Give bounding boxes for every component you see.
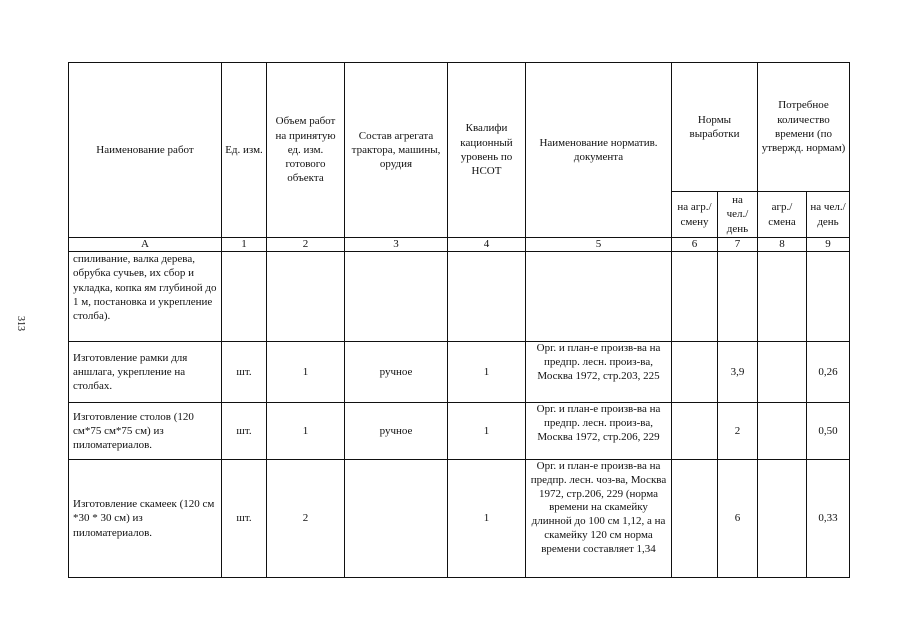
column-number: 5 [526, 238, 672, 252]
header-row [69, 63, 850, 192]
header-time: Потребное количество времени (по утвержд. нормам) [758, 63, 850, 192]
column-number: 7 [718, 238, 758, 252]
time-agr [758, 342, 807, 403]
column-number: 3 [345, 238, 448, 252]
header-name: Наименование работ [69, 63, 222, 238]
unit: шт. [222, 342, 267, 403]
table-row [69, 460, 850, 578]
aggregate [345, 460, 448, 578]
volume: 1 [267, 403, 345, 460]
document [526, 252, 672, 342]
work-name: Изготовление столов (120 см*75 см*75 см) из пиломатериалов. [69, 403, 222, 460]
norm-agr [672, 403, 718, 460]
norm-person: 3,9 [718, 342, 758, 403]
time-agr [758, 252, 807, 342]
unit [222, 252, 267, 342]
header-norms: Нормы выработки [672, 63, 758, 192]
column-number: 2 [267, 238, 345, 252]
qualification: 1 [448, 460, 526, 578]
norm-agr [672, 460, 718, 578]
document: Орг. и план-е произв-ва на предпр. лесн. произ-ва, Москва 1972, стр.206, 229 [526, 403, 672, 460]
column-number: А [69, 238, 222, 252]
time-person: 0,50 [807, 403, 850, 460]
work-norms-table [68, 62, 850, 578]
aggregate: ручное [345, 342, 448, 403]
norm-agr [672, 342, 718, 403]
header-unit: Ед. изм. [222, 63, 267, 238]
time-person [807, 252, 850, 342]
column-number: 6 [672, 238, 718, 252]
volume: 2 [267, 460, 345, 578]
column-number-row [69, 238, 850, 252]
norm-person [718, 252, 758, 342]
volume: 1 [267, 342, 345, 403]
work-name: Изготовление рамки для аншлага, укрепление на столбах. [69, 342, 222, 403]
time-person: 0,33 [807, 460, 850, 578]
table-row [69, 252, 850, 342]
aggregate [345, 252, 448, 342]
document: Орг. и план-е произв-ва на предпр. лесн. произ-ва, Москва 1972, стр.203, 225 [526, 342, 672, 403]
header-norms-person: на чел./ день [718, 192, 758, 238]
header-document: Наименование норматив. документа [526, 63, 672, 238]
header-aggregate: Состав агрегата трактора, машины, орудия [345, 63, 448, 238]
qualification [448, 252, 526, 342]
unit: шт. [222, 460, 267, 578]
header-time-person: на чел./ день [807, 192, 850, 238]
volume [267, 252, 345, 342]
qualification: 1 [448, 342, 526, 403]
time-person: 0,26 [807, 342, 850, 403]
header-qualification: Квалифи кационный уровень по НСОТ [448, 63, 526, 238]
page-number: 313 [15, 316, 26, 331]
time-agr [758, 460, 807, 578]
table-row [69, 403, 850, 460]
column-number: 9 [807, 238, 850, 252]
column-number: 1 [222, 238, 267, 252]
header-time-agr: агр./ смена [758, 192, 807, 238]
norm-agr [672, 252, 718, 342]
norm-person: 2 [718, 403, 758, 460]
header-norms-agr: на агр./ смену [672, 192, 718, 238]
unit: шт. [222, 403, 267, 460]
document: Орг. и план-е произв-ва на предпр. лесн. чоз-ва, Москва 1972, стр.206, 229 (норма времени на скамейку длинной до 100 см 1,12, а на скамейку 120 см норма времени составляет 1,34 [526, 460, 672, 578]
work-name: спиливание, валка дерева, обрубка сучьев, их сбор и укладка, копка ям глубиной до 1 м, постановка и укрепление столба). [69, 252, 222, 342]
column-number: 4 [448, 238, 526, 252]
aggregate: ручное [345, 403, 448, 460]
qualification: 1 [448, 403, 526, 460]
table-row [69, 342, 850, 403]
header-volume: Объем работ на принятую ед. изм. готового объекта [267, 63, 345, 238]
norm-person: 6 [718, 460, 758, 578]
work-name: Изготовление скамеек (120 см *30 * 30 см) из пиломатериалов. [69, 460, 222, 578]
column-number: 8 [758, 238, 807, 252]
time-agr [758, 403, 807, 460]
